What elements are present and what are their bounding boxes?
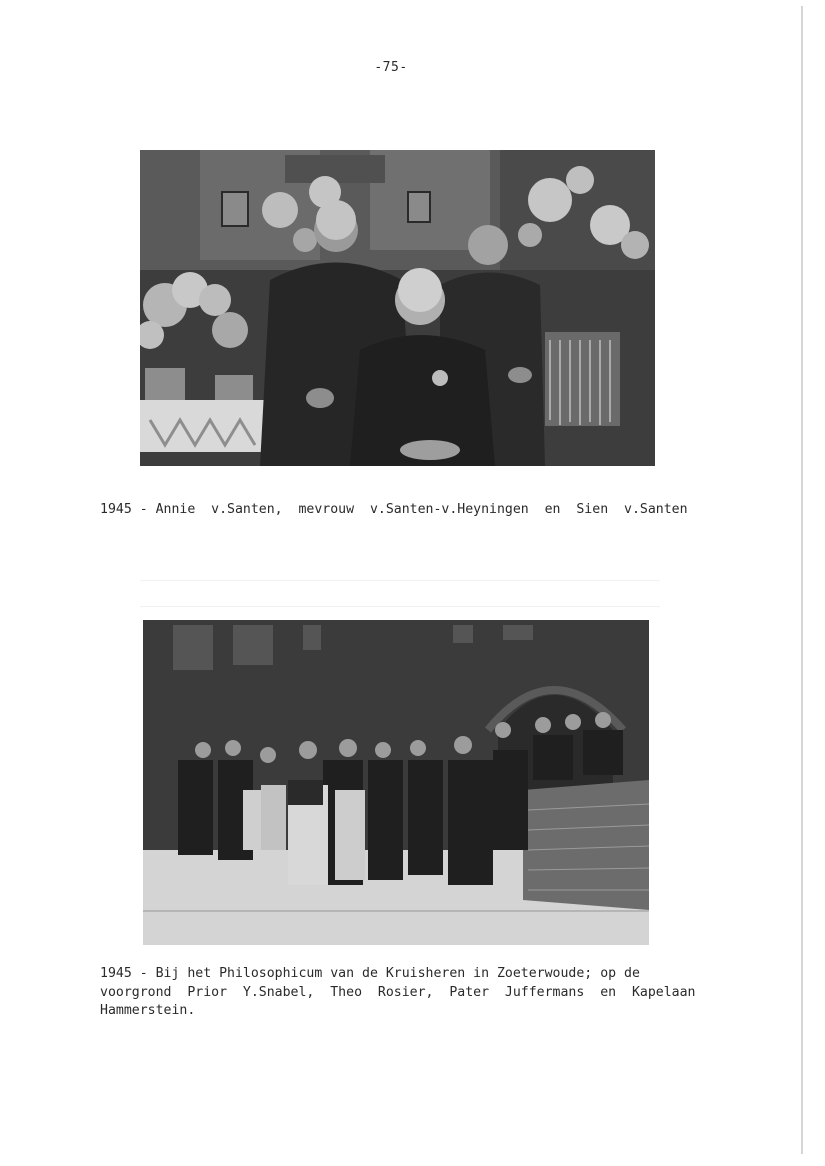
caption-line: Hammerstein. xyxy=(100,1003,196,1018)
philosophicum-group-caption xyxy=(100,965,710,1021)
caption-line: 1945 - Annie v.Santen, mevrouw v.Santen-v.Heyningen en Sien v.Santen xyxy=(100,502,688,517)
divider xyxy=(140,606,660,607)
page-number: -75- xyxy=(374,60,408,75)
page-edge xyxy=(801,6,803,1154)
family-portrait-photo xyxy=(140,150,655,466)
divider xyxy=(140,580,660,581)
caption-line: voorgrond Prior Y.Snabel, Theo Rosier, Pater Juffermans en Kapelaan xyxy=(100,984,696,1000)
philosophicum-group-image xyxy=(143,620,649,945)
family-portrait-caption xyxy=(100,501,710,520)
caption-line: 1945 - Bij het Philosophicum van de Kruisheren in Zoeterwoude; op de xyxy=(100,966,640,981)
family-portrait-image xyxy=(140,150,655,466)
philosophicum-group-photo xyxy=(143,620,649,945)
